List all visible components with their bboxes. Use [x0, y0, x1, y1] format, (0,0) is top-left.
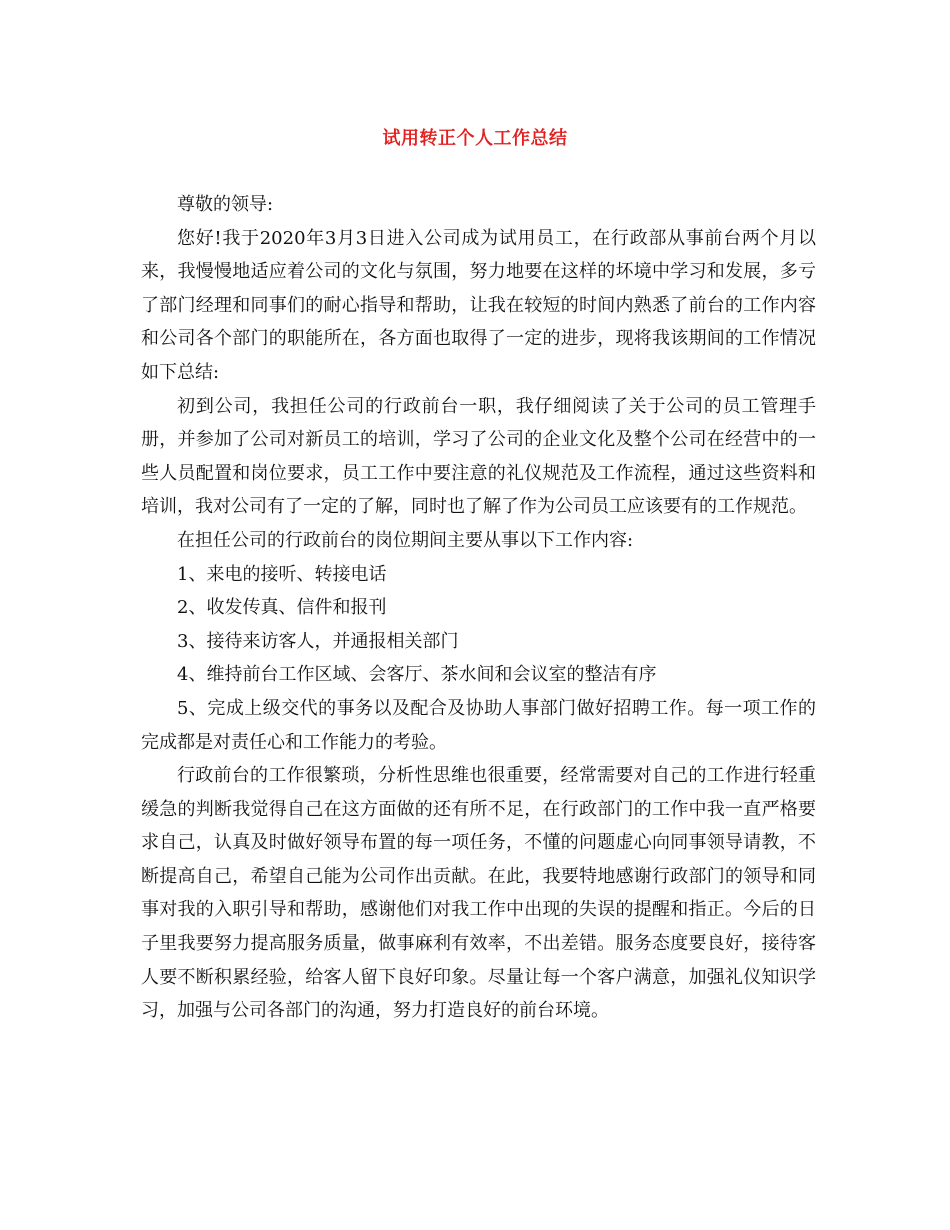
paragraph-intro: 您好!我于2020年3月3日进入公司成为试用员工，在行政部从事前台两个月以来，我慢慢地适应着公司的文化与氛围，努力地要在这样的坏境中学习和发展，多亏了部门经理和同事们的耐心指导和帮助，让我在较短的时间内熟悉了前台的工作内容和公司各个部门的职能所在，各方面也取得了一定的进步，现将我该期间的工作情况如下总结: — [141, 227, 816, 383]
salutation: 尊敬的领导: — [177, 194, 274, 215]
list-item: 4、维持前台工作区域、会客厅、茶水间和会议室的整洁有序 — [177, 664, 657, 686]
paragraph-onboarding: 初到公司，我担任公司的行政前台一职，我仔细阅读了关于公司的员工管理手册，并参加了公司对新员工的培训，学习了公司的企业文化及整个公司在经营中的一些人员配置和岗位要求，员工工作中要注意的礼仪规范及工作流程，通过这些资料和培训，我对公司有了一定的了解，同时也了解了作为公司员工应该要有的工作规范。 — [141, 395, 816, 518]
paragraph-reflection: 行政前台的工作很繁琐，分析性思维也很重要，经常需要对自己的工作进行轻重缓急的判断我觉得自己在这方面做的还有所不足，在行政部门的工作中我一直严格要求自己，认真及时做好领导布置的每一项任务，不懂的问题虚心向同事领导请教，不断提高自己，希望自己能为公司作出贡献。在此，我要特地感谢行政部门的领导和同事对我的入职引导和帮助，感谢他们对我工作中出现的失误的提醒和指正。今后的日子里我要努力提高服务质量，做事麻利有效率，不出差错。服务态度要良好，接待客人要不断积累经验，给客人留下良好印象。尽量让每一个客户满意，加强礼仪知识学习，加强与公司各部门的沟通，努力打造良好的前台环境。 — [141, 765, 816, 1022]
document-body — [141, 188, 816, 1028]
list-item: 5、完成上级交代的事务以及配合及协助人事部门做好招聘工作。每一项工作的完成都是对责任心和工作能力的考验。 — [141, 697, 816, 753]
list-item: 3、接待来访客人，并通报相关部门 — [177, 630, 459, 652]
document-title: 试用转正个人工作总结 — [382, 128, 568, 149]
list-item: 1、来电的接听、转接电话 — [177, 563, 387, 585]
list-item: 2、收发传真、信件和报刊 — [177, 597, 387, 619]
paragraph-duties-heading: 在担任公司的行政前台的岗位期间主要从事以下工作内容: — [177, 529, 634, 551]
